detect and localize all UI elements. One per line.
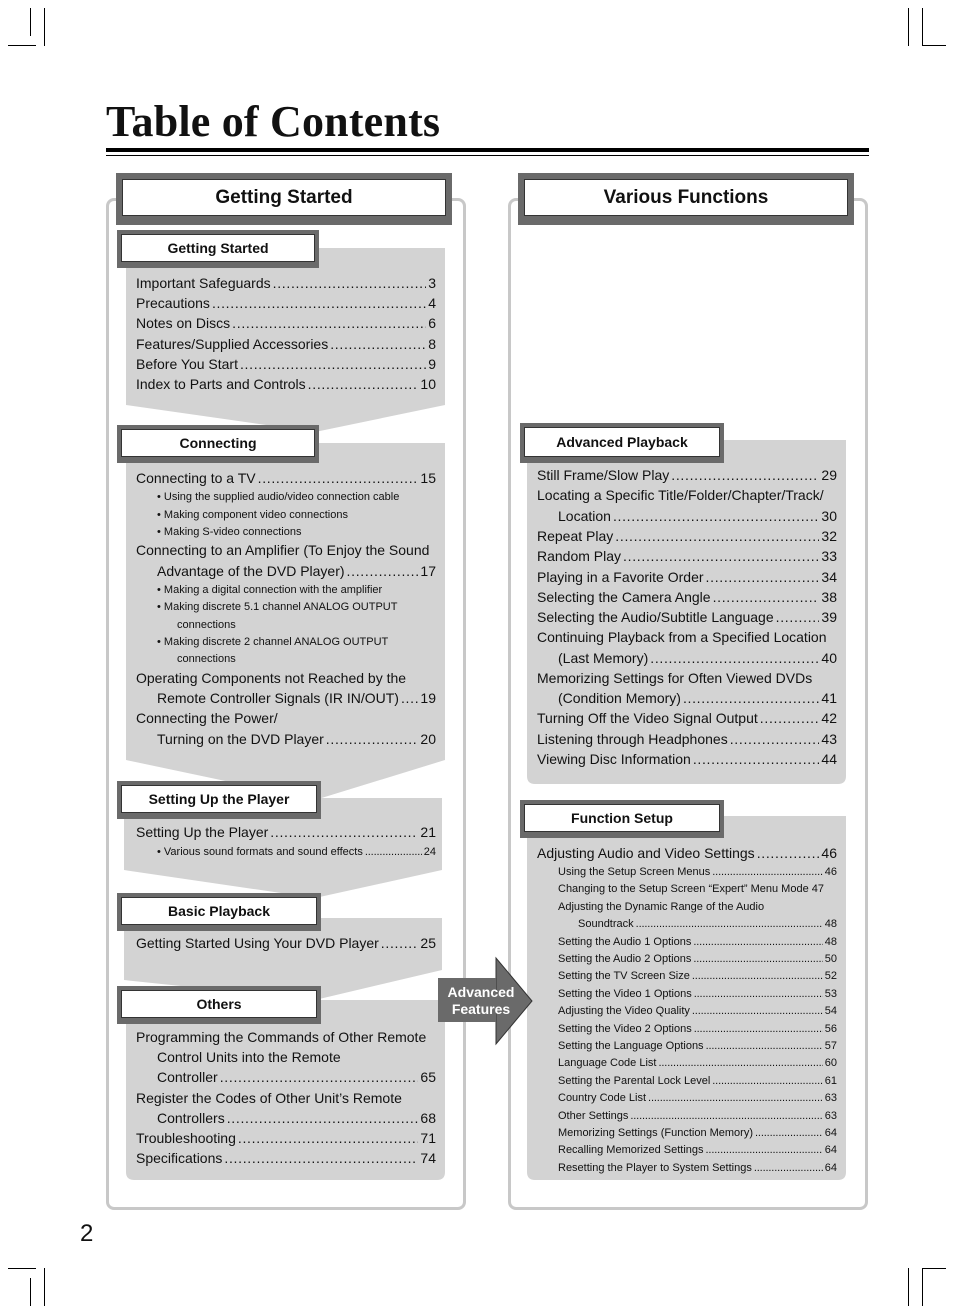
arrow-line2: Features xyxy=(451,1001,511,1017)
toc-entry[interactable]: Control Units into the Remote xyxy=(157,1049,341,1065)
toc-entry[interactable]: (Last Memory) . . . 40 xyxy=(558,649,837,667)
toc-entry[interactable]: Before You Start . . . 9 xyxy=(136,355,436,373)
toc-entry[interactable]: Playing in a Favorite Order . . . 34 xyxy=(537,568,837,586)
toc-subentry[interactable]: Setting the Language Options . . . 57 xyxy=(558,1039,837,1053)
toc-subentry[interactable]: Setting the TV Screen Size . . . 52 xyxy=(558,969,837,983)
arrow-label xyxy=(440,984,522,1018)
toc-subentry[interactable]: Setting the Parental Lock Level . . . 61 xyxy=(558,1074,837,1088)
toc-subentry[interactable]: • Using the supplied audio/video connection cable xyxy=(157,491,400,503)
toc-subentry[interactable]: Setting the Audio 1 Options . . . 48 xyxy=(558,935,837,949)
toc-subentry[interactable]: Language Code List . . . 60 xyxy=(558,1056,837,1070)
toc-subentry[interactable]: Soundtrack . . . 48 xyxy=(578,917,837,931)
arrow-line1: Advanced xyxy=(447,984,515,1000)
toc-entry[interactable]: Precautions . . . 4 xyxy=(136,294,436,312)
toc-entry[interactable]: Controller . . . 65 xyxy=(157,1068,436,1086)
section-connecting: Connecting xyxy=(117,425,319,463)
toc-entry[interactable]: Register the Codes of Other Unit’s Remote xyxy=(136,1090,402,1106)
toc-entry[interactable]: Connecting to a TV . . . 15 xyxy=(136,469,436,487)
toc-subentry[interactable]: • Making component video connections xyxy=(157,509,348,521)
section-function-setup: Function Setup xyxy=(520,800,724,838)
toc-entry[interactable]: Specifications . . . 74 xyxy=(136,1149,436,1167)
toc-entry[interactable]: Connecting to an Amplifier (To Enjoy the Sound xyxy=(136,542,430,558)
page-title: Table of Contents xyxy=(106,97,441,146)
toc-entry[interactable]: Operating Components not Reached by the xyxy=(136,670,407,686)
toc-entry[interactable]: Index to Parts and Controls . . . 10 xyxy=(136,375,436,393)
toc-subentry[interactable]: Adjusting the Dynamic Range of the Audio xyxy=(558,901,765,913)
toc-subentry[interactable]: Recalling Memorized Settings . . . 64 xyxy=(558,1143,837,1157)
toc-entry[interactable]: Selecting the Camera Angle . . . 38 xyxy=(537,588,837,606)
toc-subentry[interactable]: • Various sound formats and sound effects . . . 24 xyxy=(157,845,436,859)
toc-entry[interactable]: Listening through Headphones . . . 43 xyxy=(537,730,837,748)
toc-subentry[interactable]: Setting the Video 2 Options . . . 56 xyxy=(558,1022,837,1036)
toc-entry[interactable]: Advantage of the DVD Player) . . . 17 xyxy=(157,562,436,580)
toc-entry[interactable]: Locating a Specific Title/Folder/Chapter/Track/ xyxy=(537,487,824,503)
toc-entry[interactable]: Notes on Discs . . . 6 xyxy=(136,314,436,332)
toc-subentry[interactable]: Setting the Audio 2 Options . . . 50 xyxy=(558,952,837,966)
toc-entry[interactable]: Selecting the Audio/Subtitle Language . . . 39 xyxy=(537,608,837,626)
toc-subentry[interactable]: Country Code List . . . 63 xyxy=(558,1091,837,1105)
toc-subentry[interactable]: • Making S-video connections xyxy=(157,526,302,538)
toc-entry[interactable]: Features/Supplied Accessories . . . 8 xyxy=(136,335,436,353)
toc-entry[interactable]: Still Frame/Slow Play . . . 29 xyxy=(537,466,837,484)
toc-subentry[interactable]: • Making discrete 5.1 channel ANALOG OUTPUT xyxy=(157,601,398,613)
toc-entry[interactable]: Controllers . . . 68 xyxy=(157,1109,436,1127)
getting-started-heading: Getting Started xyxy=(116,173,452,225)
toc-subentry[interactable]: Setting the Video 1 Options . . . 53 xyxy=(558,987,837,1001)
toc-entry[interactable]: Viewing Disc Information . . . 44 xyxy=(537,750,837,768)
toc-subentry[interactable]: Other Settings . . . 63 xyxy=(558,1109,837,1123)
section-others: Others xyxy=(117,986,321,1024)
toc-subentry[interactable]: • Making a digital connection with the amplifier xyxy=(157,584,383,596)
toc-entry[interactable]: Turning Off the Video Signal Output . . . 42 xyxy=(537,709,837,727)
section-getting-started: Getting Started xyxy=(117,230,319,268)
section-advanced-playback: Advanced Playback xyxy=(520,423,724,463)
toc-entry[interactable]: Programming the Commands of Other Remote xyxy=(136,1029,427,1045)
toc-subentry[interactable]: Adjusting the Video Quality . . . 54 xyxy=(558,1004,837,1018)
toc-entry[interactable]: Continuing Playback from a Specified Location xyxy=(537,629,827,645)
toc-subentry[interactable]: Resetting the Player to System Settings . . . 64 xyxy=(558,1161,837,1175)
toc-subentry[interactable]: Using the Setup Screen Menus . . . 46 xyxy=(558,865,837,879)
toc-entry[interactable]: Repeat Play . . . 32 xyxy=(537,527,837,545)
toc-entry[interactable]: Turning on the DVD Player . . . 20 xyxy=(157,730,436,748)
toc-entry[interactable]: Setting Up the Player . . . 21 xyxy=(136,823,436,841)
toc-entry[interactable]: Troubleshooting . . . 71 xyxy=(136,1129,436,1147)
toc-subentry[interactable]: connections xyxy=(177,619,236,631)
toc-entry[interactable]: (Condition Memory) . . . 41 xyxy=(558,689,837,707)
various-functions-heading: Various Functions xyxy=(518,173,854,225)
toc-entry[interactable]: Memorizing Settings for Often Viewed DVDs xyxy=(537,670,813,686)
toc-subentry[interactable]: connections xyxy=(177,653,236,665)
toc-entry[interactable]: Important Safeguards . . . 3 xyxy=(136,274,436,292)
toc-entry[interactable]: Location . . . 30 xyxy=(558,507,837,525)
toc-entry[interactable]: Random Play . . . 33 xyxy=(537,547,837,565)
section-setting-up: Setting Up the Player xyxy=(117,781,321,819)
toc-entry[interactable]: Getting Started Using Your DVD Player . . . 25 xyxy=(136,934,436,952)
toc-entry[interactable]: Adjusting Audio and Video Settings . . . 46 xyxy=(537,844,837,862)
section-basic-playback: Basic Playback xyxy=(117,893,321,931)
toc-subentry[interactable]: • Making discrete 2 channel ANALOG OUTPUT xyxy=(157,636,389,648)
page-number: 2 xyxy=(80,1220,94,1247)
toc-entry[interactable]: Connecting the Power/ xyxy=(136,710,278,726)
toc-entry[interactable]: Remote Controller Signals (IR IN/OUT) . . . 19 xyxy=(157,689,436,707)
toc-subentry[interactable]: Memorizing Settings (Function Memory) . . . 64 xyxy=(558,1126,837,1140)
toc-subentry[interactable]: Changing to the Setup Screen “Expert” Menu Mode 47 xyxy=(558,883,824,895)
